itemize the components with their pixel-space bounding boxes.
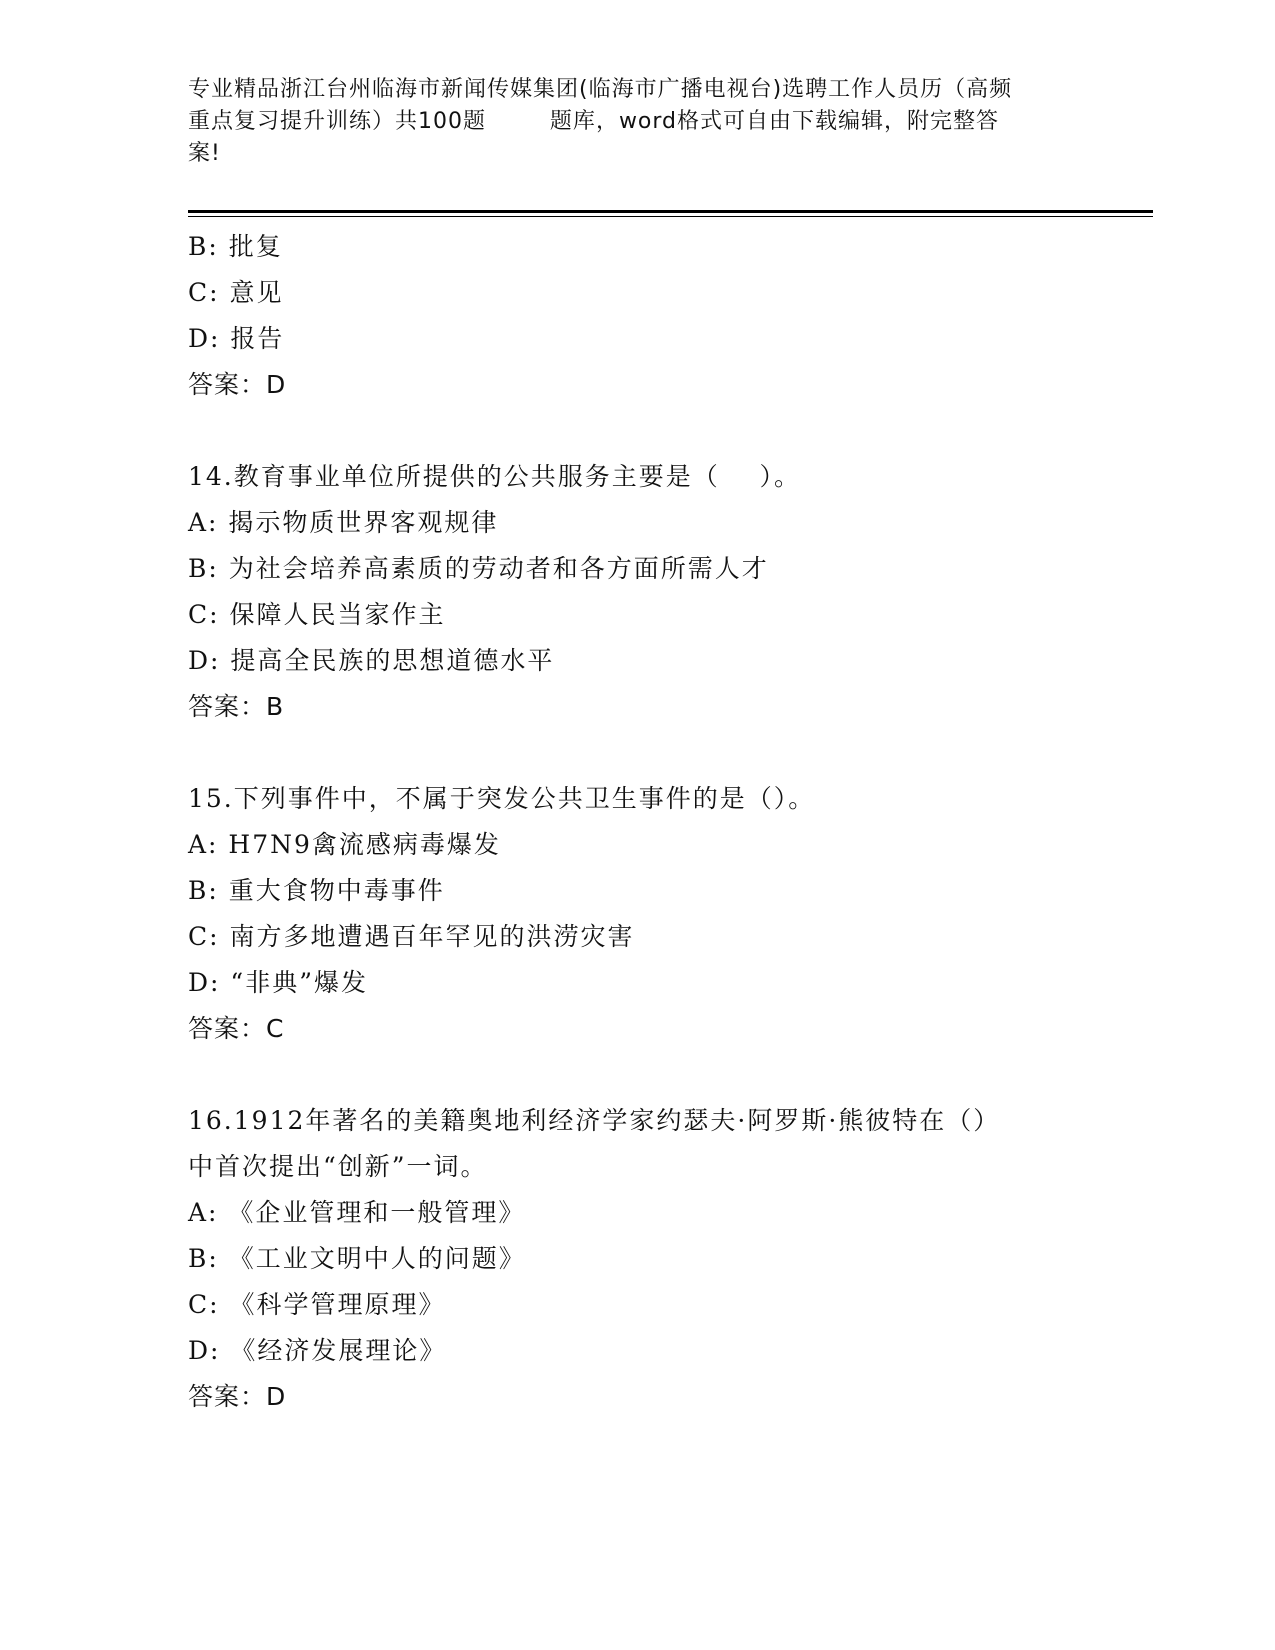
spacer: [188, 1052, 1088, 1098]
answer-line: 答案：D: [188, 370, 287, 399]
question-14: [188, 454, 1088, 730]
option-b: B: 为社会培养高素质的劳动者和各方面所需人才: [188, 554, 769, 583]
header-divider-thin: [188, 216, 1153, 217]
header-divider-thick: [188, 210, 1153, 213]
document-header: 专业精品浙江台州临海市新闻传媒集团(临海市广播电视台)选聘工作人员历（高频 重点复习提升训练）共100题 题库，word格式可自由下载编辑，附完整答 案!: [188, 77, 1013, 166]
option-b: B: 批复: [188, 232, 283, 261]
question-stem: 15.下列事件中，不属于突发公共卫生事件的是（）。: [188, 784, 816, 813]
option-d: D: 提高全民族的思想道德水平: [188, 646, 555, 675]
spacer: [188, 408, 1088, 454]
option-d: D: 报告: [188, 324, 285, 353]
option-d: D: 《经济发展理论》: [188, 1336, 447, 1365]
question-stem: 16.1912年著名的美籍奥地利经济学家约瑟夫·阿罗斯·熊彼特在（）: [188, 1106, 1001, 1135]
question-list: [188, 224, 1088, 1420]
option-a: A: H7N9禽流感病毒爆发: [188, 830, 501, 859]
option-b: B: 《工业文明中人的问题》: [188, 1244, 526, 1273]
question-stem: 14.教育事业单位所提供的公共服务主要是（ ）。: [188, 462, 802, 491]
answer-line: 答案：B: [188, 692, 285, 721]
option-a: A: 揭示物质世界客观规律: [188, 508, 499, 537]
question-15: [188, 776, 1088, 1052]
question-stem-continued: 中首次提出“创新”一词。: [188, 1152, 488, 1181]
spacer: [188, 730, 1088, 776]
option-c: C: 南方多地遭遇百年罕见的洪涝灾害: [188, 922, 635, 951]
option-b: B: 重大食物中毒事件: [188, 876, 445, 905]
option-a: A: 《企业管理和一般管理》: [188, 1198, 526, 1227]
partial-question: [188, 224, 1088, 408]
option-c: C: 保障人民当家作主: [188, 600, 446, 629]
answer-line: 答案：D: [188, 1382, 287, 1411]
option-c: C: 意见: [188, 278, 284, 307]
option-c: C: 《科学管理原理》: [188, 1290, 446, 1319]
question-16: [188, 1098, 1088, 1420]
option-d: D: “非典”爆发: [188, 968, 368, 997]
answer-line: 答案：C: [188, 1014, 285, 1043]
